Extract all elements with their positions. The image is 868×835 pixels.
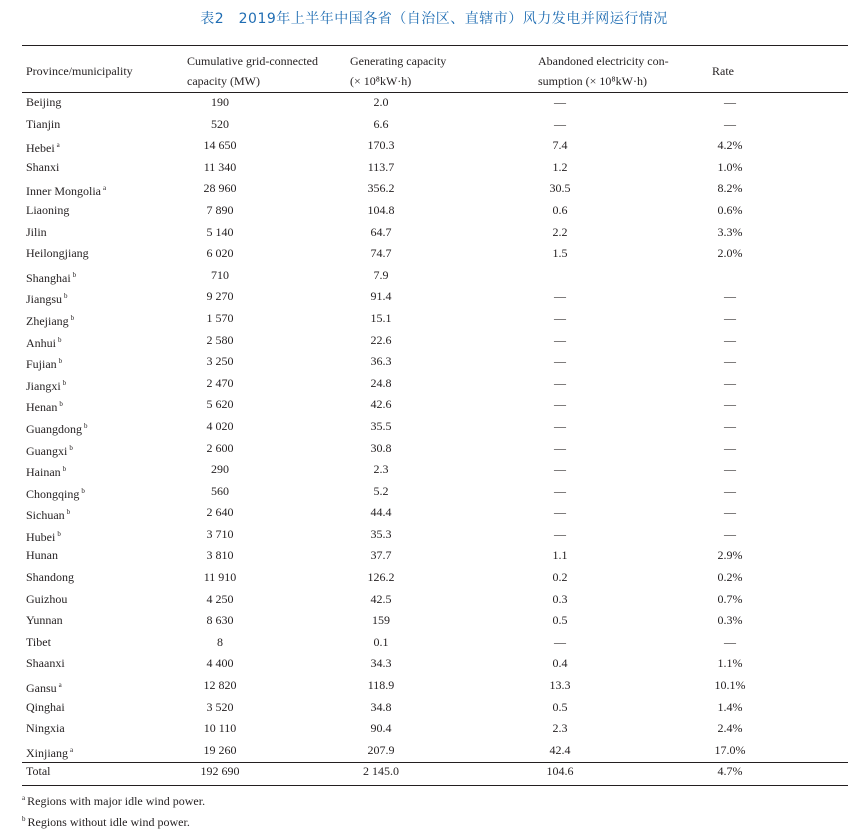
- capacity-cell: 560: [211, 483, 229, 498]
- abandoned-cell: —: [554, 310, 566, 325]
- rate-cell: 8.2%: [717, 181, 743, 196]
- footnote-marker: a: [70, 745, 74, 754]
- province-label: Heilongjiang: [26, 246, 89, 261]
- generating-cell: 35.5: [370, 418, 392, 433]
- table-top-rule: [22, 45, 848, 46]
- province-label: Guangxi: [26, 443, 68, 458]
- province-label: Guangdong: [26, 421, 82, 436]
- generating-cell: 44.4: [370, 505, 392, 520]
- generating-cell: 5.2: [373, 483, 389, 498]
- generating-cell: 34.3: [370, 656, 392, 671]
- capacity-cell: 710: [211, 267, 229, 282]
- table-row: [0, 632, 868, 654]
- table-row: [0, 265, 868, 287]
- generating-cell: 24.8: [370, 375, 392, 390]
- rate-cell: —: [724, 418, 736, 433]
- generating-cell: 64.7: [370, 224, 392, 239]
- footnote-marker: a: [102, 184, 107, 193]
- abandoned-cell: 1.1: [552, 548, 568, 563]
- province-label: Chongqing: [26, 486, 80, 501]
- generating-cell: 104.8: [367, 202, 395, 217]
- capacity-cell: 6 020: [206, 246, 234, 261]
- capacity-cell: 19 260: [203, 742, 237, 757]
- province-label: Ningxia: [26, 721, 65, 736]
- table-row: [0, 330, 868, 352]
- capacity-cell: 4 250: [206, 591, 234, 606]
- province-label: Jiangsu: [26, 292, 62, 307]
- capacity-cell: 3 710: [206, 526, 234, 541]
- abandoned-cell: 2.2: [552, 224, 568, 239]
- province-name: [26, 245, 89, 261]
- province-name: [26, 677, 62, 696]
- province-name: [26, 720, 65, 736]
- footnote-marker: b: [70, 313, 75, 322]
- abandoned-cell: —: [554, 116, 566, 131]
- table-title: 表2 2019年上半年中国各省（自治区、直辖市）风力发电并网运行情况: [200, 11, 668, 27]
- table-row: [0, 222, 868, 244]
- province-name: [26, 699, 65, 715]
- rate-cell: 1.0%: [717, 159, 743, 174]
- header-abandoned-line1: Abandoned electricity con-: [538, 54, 669, 68]
- capacity-cell: 12 820: [203, 678, 237, 693]
- rate-cell: —: [724, 526, 736, 541]
- rate-cell: —: [724, 354, 736, 369]
- rate-cell: 1.1%: [717, 656, 743, 671]
- table-row: [0, 718, 868, 740]
- abandoned-cell: 0.5: [552, 699, 568, 714]
- rate-cell: —: [724, 289, 736, 304]
- generating-cell: 34.8: [370, 699, 392, 714]
- province-label: Jilin: [26, 224, 47, 239]
- capacity-cell: 11 340: [203, 159, 237, 174]
- province-name: [26, 224, 47, 240]
- generating-cell: 7.9: [373, 267, 389, 282]
- header-province: Province/municipality: [26, 64, 133, 78]
- capacity-cell: 4 400: [206, 656, 234, 671]
- abandoned-cell: —: [554, 483, 566, 498]
- province-label: Jiangxi: [26, 378, 61, 393]
- abandoned-cell: —: [554, 397, 566, 412]
- footnote-marker: b: [62, 378, 67, 387]
- generating-cell: 0.1: [373, 634, 389, 649]
- generating-cell: 30.8: [370, 440, 392, 455]
- capacity-cell: 3 520: [206, 699, 234, 714]
- province-name: [26, 483, 85, 502]
- province-name: [26, 763, 51, 779]
- abandoned-cell: —: [554, 332, 566, 347]
- header-generating-line2: (× 10⁸kW·h): [350, 74, 412, 88]
- capacity-cell: 11 910: [203, 570, 237, 585]
- footnote-marker: b: [66, 508, 71, 517]
- province-label: Gansu: [26, 681, 57, 696]
- footnote-a: [22, 790, 205, 809]
- capacity-cell: 520: [211, 116, 229, 131]
- province-label: Shanghai: [26, 270, 71, 285]
- table-row: [0, 135, 868, 157]
- province-label: Anhui: [26, 335, 56, 350]
- generating-cell: 42.5: [370, 591, 392, 606]
- table-row: [0, 178, 868, 200]
- rate-cell: —: [724, 332, 736, 347]
- province-name: [26, 742, 73, 761]
- rate-cell: —: [724, 505, 736, 520]
- province-name: [26, 137, 60, 156]
- header-abandoned-line2: sumption (× 10⁸kW·h): [538, 74, 647, 88]
- province-label: Hebei: [26, 141, 55, 156]
- rate-cell: 17.0%: [714, 742, 746, 757]
- generating-cell: 36.3: [370, 354, 392, 369]
- abandoned-cell: 104.6: [546, 764, 574, 779]
- generating-cell: 35.3: [370, 526, 392, 541]
- province-label: Zhejiang: [26, 313, 69, 328]
- capacity-cell: 290: [211, 462, 229, 477]
- abandoned-cell: —: [554, 418, 566, 433]
- province-name: [26, 612, 63, 628]
- capacity-cell: 28 960: [203, 181, 237, 196]
- province-label: Total: [26, 764, 51, 779]
- province-name: [26, 396, 63, 415]
- rate-cell: 4.2%: [717, 138, 743, 153]
- province-label: Shaanxi: [26, 656, 65, 671]
- capacity-cell: 5 140: [206, 224, 234, 239]
- rate-cell: 10.1%: [714, 678, 746, 693]
- footnote-marker: b: [62, 465, 67, 474]
- abandoned-cell: —: [554, 354, 566, 369]
- footnote-marker: b: [59, 400, 63, 409]
- capacity-cell: 2 640: [206, 505, 234, 520]
- capacity-cell: 2 580: [206, 332, 234, 347]
- rate-cell: —: [724, 634, 736, 649]
- footnote-marker: b: [64, 292, 68, 301]
- province-label: Shanxi: [26, 159, 60, 174]
- generating-cell: 356.2: [367, 181, 395, 196]
- table-row: [0, 761, 868, 783]
- table-row: [0, 92, 868, 114]
- province-name: [26, 159, 59, 175]
- table-row: [0, 610, 868, 632]
- capacity-cell: 2 470: [206, 375, 234, 390]
- abandoned-cell: 42.4: [549, 742, 571, 757]
- rate-cell: —: [724, 397, 736, 412]
- capacity-cell: 3 250: [206, 354, 234, 369]
- province-name: [26, 116, 60, 132]
- rate-cell: —: [724, 116, 736, 131]
- capacity-cell: 8: [217, 634, 223, 649]
- capacity-cell: 10 110: [203, 721, 237, 736]
- abandoned-cell: 13.3: [549, 678, 571, 693]
- province-name: [26, 440, 73, 459]
- footnote-marker: b: [58, 357, 63, 366]
- abandoned-cell: 0.4: [552, 656, 568, 671]
- province-label: Hainan: [26, 465, 61, 480]
- province-name: [26, 526, 61, 545]
- table-row: [0, 653, 868, 675]
- rate-cell: 1.4%: [717, 699, 743, 714]
- abandoned-cell: 2.3: [552, 721, 568, 736]
- province-name: [26, 418, 88, 437]
- footnote-marker: a: [58, 681, 62, 690]
- table-row: [0, 675, 868, 697]
- generating-cell: 170.3: [367, 138, 395, 153]
- province-name: [26, 634, 51, 650]
- generating-cell: 2.3: [373, 462, 389, 477]
- province-label: Inner Mongolia: [26, 184, 101, 199]
- footnote-mark-b: b: [22, 815, 26, 823]
- province-label: Hunan: [26, 548, 58, 563]
- capacity-cell: 7 890: [206, 202, 234, 217]
- abandoned-cell: —: [554, 440, 566, 455]
- table-row: [0, 114, 868, 136]
- footnote-marker: b: [58, 335, 62, 344]
- table-row: [0, 308, 868, 330]
- province-label: Tibet: [26, 634, 51, 649]
- footnote-marker: b: [81, 486, 85, 495]
- province-name: [26, 202, 69, 218]
- rate-cell: —: [724, 462, 736, 477]
- abandoned-cell: —: [554, 289, 566, 304]
- province-label: Sichuan: [26, 508, 65, 523]
- header-generating-line1: Generating capacity: [350, 54, 447, 68]
- rate-cell: 2.0%: [717, 246, 743, 261]
- footnote-mark-a: a: [22, 794, 26, 802]
- province-name: [26, 180, 106, 199]
- province-name: [26, 655, 65, 671]
- rate-cell: 0.3%: [717, 613, 743, 628]
- abandoned-cell: 7.4: [552, 138, 568, 153]
- abandoned-cell: 0.6: [552, 202, 568, 217]
- table-row: [0, 286, 868, 308]
- table-row: [0, 545, 868, 567]
- footnote-marker: a: [56, 141, 60, 150]
- capacity-cell: 3 810: [206, 548, 234, 563]
- province-name: [26, 569, 74, 585]
- abandoned-cell: 0.3: [552, 591, 568, 606]
- capacity-cell: 2 600: [206, 440, 234, 455]
- footnote-b: [22, 811, 190, 830]
- generating-cell: 2.0: [373, 95, 389, 109]
- generating-cell: 37.7: [370, 548, 392, 563]
- table-row: [0, 243, 868, 265]
- footnote-marker: b: [84, 421, 88, 430]
- rate-cell: 3.3%: [717, 224, 743, 239]
- abandoned-cell: —: [554, 462, 566, 477]
- abandoned-cell: —: [554, 526, 566, 541]
- table-row: [0, 373, 868, 395]
- province-name: [26, 591, 67, 607]
- province-label: Tianjin: [26, 116, 61, 131]
- total-rule: [22, 762, 848, 763]
- rate-cell: —: [724, 440, 736, 455]
- abandoned-cell: 0.5: [552, 613, 568, 628]
- footnote-marker: b: [57, 529, 61, 538]
- rate-cell: 2.4%: [717, 721, 743, 736]
- rate-cell: —: [724, 483, 736, 498]
- footnote-marker: b: [72, 270, 77, 279]
- province-label: Hubei: [26, 529, 56, 544]
- table-row: [0, 697, 868, 719]
- province-name: [26, 375, 66, 394]
- province-label: Henan: [26, 400, 58, 415]
- province-label: Fujian: [26, 357, 57, 372]
- generating-cell: 74.7: [370, 246, 392, 261]
- table-bottom-rule: [22, 785, 848, 786]
- province-label: Guizhou: [26, 591, 68, 606]
- capacity-cell: 190: [211, 95, 229, 109]
- table-row: [0, 589, 868, 611]
- generating-cell: 2 145.0: [363, 764, 399, 779]
- table-row: [0, 416, 868, 438]
- generating-cell: 22.6: [370, 332, 392, 347]
- generating-cell: 159: [372, 613, 390, 628]
- footnote-text-b: Regions without idle wind power.: [27, 815, 190, 829]
- abandoned-cell: —: [554, 95, 566, 109]
- rate-cell: 2.9%: [717, 548, 743, 563]
- capacity-cell: 5 620: [206, 397, 234, 412]
- province-name: [26, 547, 58, 563]
- province-name: [26, 461, 66, 480]
- table-row: [0, 502, 868, 524]
- province-name: [26, 310, 74, 329]
- generating-cell: 42.6: [370, 397, 392, 412]
- table-row: [0, 567, 868, 589]
- rate-cell: —: [724, 375, 736, 390]
- table-row: [0, 524, 868, 546]
- capacity-cell: 9 270: [206, 289, 234, 304]
- table-row: [0, 157, 868, 179]
- generating-cell: 90.4: [370, 721, 392, 736]
- abandoned-cell: —: [554, 375, 566, 390]
- abandoned-cell: 0.2: [552, 570, 568, 585]
- province-label: Xinjiang: [26, 745, 68, 760]
- header-capacity-line1: Cumulative grid-connected: [187, 54, 318, 68]
- province-name: [26, 504, 70, 523]
- capacity-cell: 1 570: [206, 310, 234, 325]
- province-label: Yunnan: [26, 613, 63, 628]
- capacity-cell: 192 690: [200, 764, 240, 779]
- generating-cell: 113.7: [367, 159, 395, 174]
- header-rate: Rate: [712, 64, 734, 78]
- rate-cell: —: [724, 310, 736, 325]
- data-table-body: [0, 92, 868, 783]
- capacity-cell: 8 630: [206, 613, 234, 628]
- footnote-marker: b: [69, 443, 73, 452]
- province-name: [26, 332, 62, 351]
- abandoned-cell: —: [554, 505, 566, 520]
- table-row: [0, 459, 868, 481]
- abandoned-cell: 1.5: [552, 246, 568, 261]
- table-row: [0, 200, 868, 222]
- footnote-text-a: Regions with major idle wind power.: [27, 794, 206, 808]
- province-name: [26, 353, 62, 372]
- table-row: [0, 438, 868, 460]
- rate-cell: 0.2%: [717, 570, 743, 585]
- capacity-cell: 4 020: [206, 418, 234, 433]
- abandoned-cell: 30.5: [549, 181, 571, 196]
- province-name: [26, 94, 61, 110]
- generating-cell: 15.1: [370, 310, 392, 325]
- generating-cell: 207.9: [367, 742, 395, 757]
- province-name: [26, 288, 68, 307]
- header-capacity-line2: capacity (MW): [187, 74, 260, 88]
- table-row: [0, 740, 868, 762]
- province-name: [26, 267, 76, 286]
- province-label: Qinghai: [26, 699, 65, 714]
- province-label: Liaoning: [26, 202, 70, 217]
- rate-cell: 0.6%: [717, 202, 743, 217]
- generating-cell: 91.4: [370, 289, 392, 304]
- abandoned-cell: —: [554, 634, 566, 649]
- province-label: Beijing: [26, 95, 62, 109]
- generating-cell: 126.2: [367, 570, 395, 585]
- generating-cell: 6.6: [373, 116, 389, 131]
- table-row: [0, 481, 868, 503]
- table-row: [0, 394, 868, 416]
- capacity-cell: 14 650: [203, 138, 237, 153]
- rate-cell: —: [724, 95, 736, 109]
- table-row: [0, 351, 868, 373]
- rate-cell: 4.7%: [717, 764, 743, 779]
- abandoned-cell: 1.2: [552, 159, 568, 174]
- generating-cell: 118.9: [367, 678, 395, 693]
- rate-cell: 0.7%: [717, 591, 743, 606]
- province-label: Shandong: [26, 570, 74, 585]
